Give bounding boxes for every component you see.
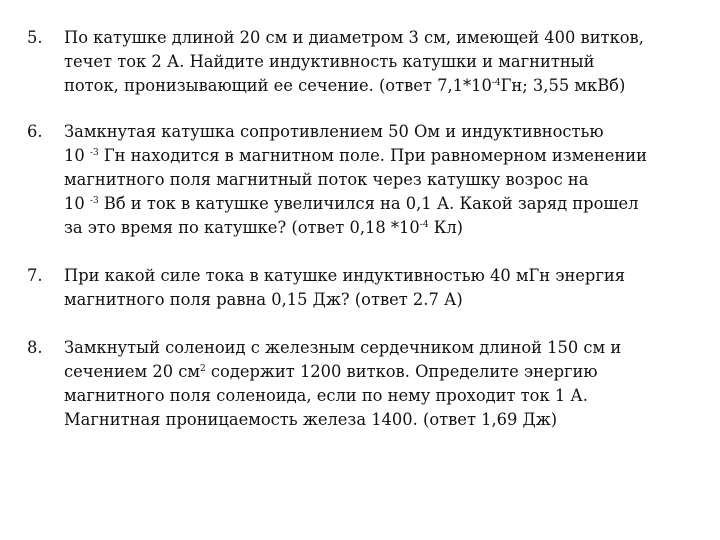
problem-line [64, 144, 647, 168]
text-run: Гн; 3,55 мкВб) [500, 76, 626, 95]
problem-line [64, 264, 625, 288]
text-run: По катушке длиной 20 см и диаметром 3 см, имеющей 400 витков, [64, 28, 644, 47]
text-run: содержит 1200 витков. Определите энергию [205, 362, 598, 381]
problem-line [64, 408, 557, 432]
problem-line [64, 384, 588, 408]
exponent: -4 [419, 220, 429, 230]
text-run: 10 [64, 194, 90, 213]
problem-number: 7. [27, 266, 43, 285]
problem-line [64, 288, 463, 312]
problem-line [64, 26, 644, 50]
text-run: магнитного поля магнитный поток через катушку возрос на [64, 170, 589, 189]
text-run: сечением 20 см [64, 362, 201, 381]
text-run: 10 [64, 146, 90, 165]
problem-line [64, 168, 588, 192]
text-run: магнитного поля соленоида, если по нему проходит ток 1 А. [64, 386, 588, 405]
text-run: Замкнутый соленоид с железным сердечником длиной 150 см и [64, 338, 622, 357]
text-run: Гн находится в магнитном поле. При равномерном изменении [98, 146, 647, 165]
problem-line [64, 216, 463, 240]
exponent: 2 [200, 364, 206, 374]
text-run: Кл) [428, 218, 464, 237]
problem-number: 8. [27, 338, 43, 357]
text-run: течет ток 2 А. Найдите индуктивность катушки и магнитный [64, 52, 595, 71]
text-run: Вб и ток в катушке увеличился на 0,1 А. Какой заряд прошел [98, 194, 639, 213]
text-run: магнитного поля равна 0,15 Дж? (ответ 2.7 А) [64, 290, 463, 309]
problem-line [64, 50, 594, 74]
text-run: Магнитная проницаемость железа 1400. (ответ 1,69 Дж) [64, 410, 558, 429]
text-run: за это время по катушке? (ответ 0,18 *10 [64, 218, 420, 237]
problem-line [64, 120, 604, 144]
exponent: -3 [89, 148, 99, 158]
problem-line [64, 74, 625, 98]
text-run: Замкнутая катушка сопротивлением 50 Ом и индуктивностью [64, 122, 604, 141]
problem-line [64, 192, 639, 216]
problem-line [64, 336, 621, 360]
problem-number: 5. [27, 28, 43, 47]
problem-number: 6. [27, 122, 43, 141]
exponent: -3 [89, 196, 99, 206]
text-run: При какой силе тока в катушке индуктивностью 40 мГн энергия [64, 266, 626, 285]
text-run: поток, пронизывающий ее сечение. (ответ 7,1*10 [64, 76, 492, 95]
exponent: -4 [491, 78, 501, 88]
problem-line [64, 360, 598, 384]
